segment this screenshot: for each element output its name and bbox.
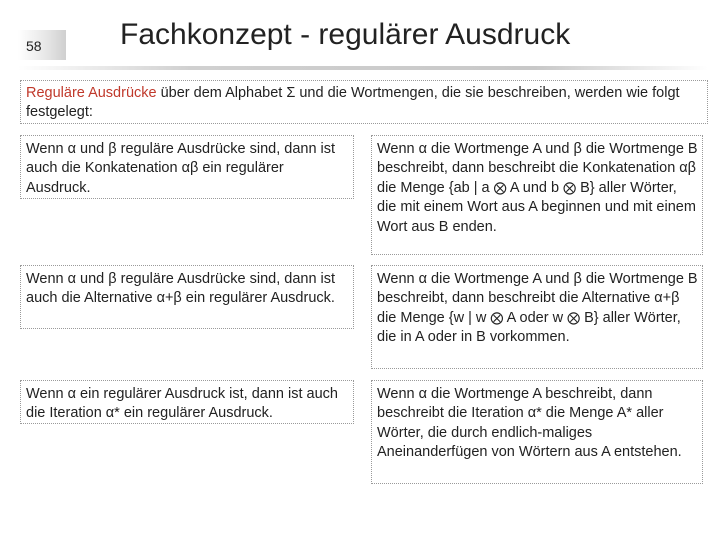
rule-concatenation-right [371,135,703,255]
intro-text: über dem Alphabet Σ und die Wortmengen, die sie beschreiben, werden wie folgt festgelegt: [26,85,680,121]
rule-text-part: B} aller Wörter, die mit einem Wort aus A beginnen und mit einem Wort aus B enden. [377,179,696,235]
rule-text: Wenn α ein regulärer Ausdruck ist, dann ist auch die Iteration α* ein regulärer Ausdruck. [26,386,338,422]
rule-concatenation-left [20,135,354,199]
rule-alternative-right [371,265,703,369]
page-number-badge [18,30,66,60]
rule-alternative-left [20,265,354,329]
rule-text: Wenn α und β reguläre Ausdrücke sind, dann ist auch die Konkatenation αβ ein regulärer Ausdruck. [26,141,336,196]
rule-text-part: B} aller Wörter, die in A oder in B vorkommen. [377,309,681,346]
rule-text-part: Wenn α die Wortmenge A und β die Wortmenge B beschreibt, dann beschreibt die Alternative α+β die Menge {w | w [377,271,698,326]
intro-highlight: Reguläre Ausdrücke [26,85,157,101]
page-number: 58 [26,38,42,54]
rule-iteration-left [20,380,354,424]
rule-text: Wenn α die Wortmenge A beschreibt, dann beschreibt die Iteration α* die Menge A* aller Wörter, die durch endlich-maliges Aneinanderfügen von Wörtern aus A entstehen. [377,386,682,461]
intro-text-box [20,80,708,124]
rule-text-part: A und b [506,179,564,196]
element-of-icon: ⨂ [563,180,577,196]
rule-text-part: A oder w [503,309,568,326]
element-of-icon: ⨂ [490,310,504,326]
element-of-icon: ⨂ [493,180,507,196]
slide-title: Fachkonzept - regulärer Ausdruck [120,18,571,51]
rule-text-part: Wenn α die Wortmenge A und β die Wortmenge B beschreibt, dann beschreibt die Konkatenation αβ die Menge {ab | a [377,141,698,196]
rule-iteration-right [371,380,703,484]
rule-text: Wenn α und β reguläre Ausdrücke sind, dann ist auch die Alternative α+β ein regulärer Ausdruck. [26,271,336,307]
title-divider [18,66,708,70]
element-of-icon: ⨂ [567,310,581,326]
